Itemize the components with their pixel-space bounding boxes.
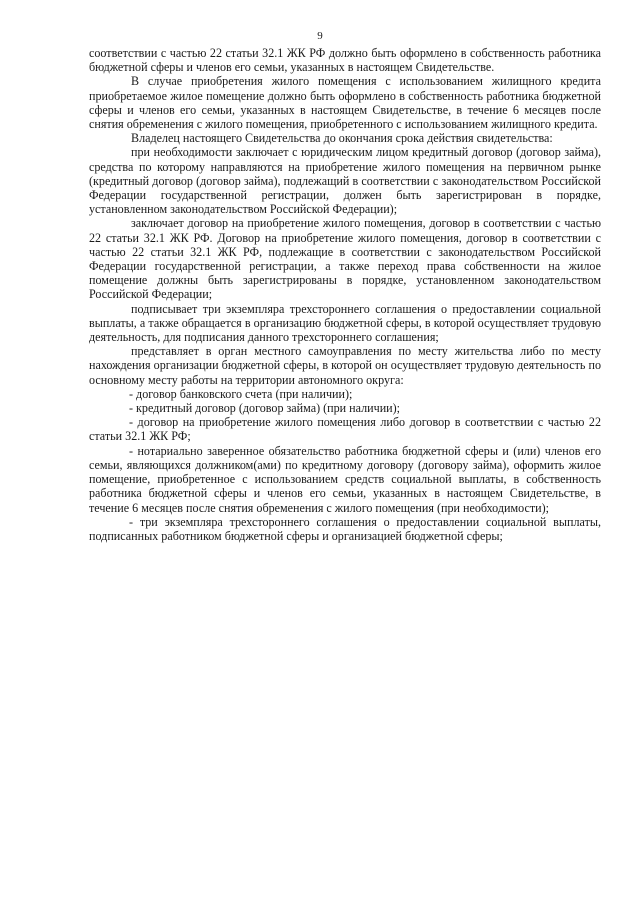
list-item: - три экземпляра трехстороннего соглашения о предоставлении социальной выплаты, подписанных работником бюджетной сферы и организацией бюджетной сферы; — [89, 514, 601, 543]
list-item: - договор банковского счета (при наличии); — [129, 386, 353, 401]
paragraph: соответствии с частью 22 статьи 32.1 ЖК РФ должно быть оформлено в собственность работника бюджетной сферы и членов его семьи, указанных в настоящем Свидетельстве. — [89, 46, 601, 75]
page-number: 9 — [317, 30, 323, 42]
list-item: - кредитный договор (договор займа) (при наличии); — [129, 401, 401, 416]
paragraph: при необходимости заключает с юридическим лицом кредитный договор (договор займа), средства по которому направляются на приобретение жилого помещения на первичном рынке (кредитный договор (договор займа), подлежащий в соответствии с законодательством Российской Федерации государственной регистрации, должен быть зарегистрирован в порядке, установленном законодательством Российской Федерации); — [89, 145, 601, 217]
page-body — [89, 46, 601, 543]
paragraph: В случае приобретения жилого помещения с использованием жилищного кредита приобретаемое жилое помещение должно быть оформлено в собственность работника бюджетной сферы и членов его семьи, указанных в настоящем Свидетельстве, в течение 6 месяцев после снятия обременения с жилого помещения, приобретенного с использованием жилищного кредита. — [89, 74, 601, 132]
paragraph: представляет в орган местного самоуправления по месту жительства либо по месту нахождения организации бюджетной сферы, в которой он осуществляет трудовую деятельность по основному месту работы на территории автономного округа: — [89, 344, 601, 387]
paragraph: Владелец настоящего Свидетельства до окончания срока действия свидетельства: — [131, 131, 553, 146]
list-item: - нотариально заверенное обязательство работника бюджетной сферы и (или) членов его семьи, являющихся должником(ами) по кредитному договору (договору займа), оформить жилое помещение, приобретенное с использованием средств социальной выплаты, в собственность работника бюджетной сферы и членов его семьи, указанных в настоящем Свидетельстве, в течение 6 месяцев после снятия обременения с жилого помещения (при необходимости); — [89, 443, 601, 515]
paragraph: подписывает три экземпляра трехстороннего соглашения о предоставлении социальной выплаты, а также обращается в организацию бюджетной сферы, в которой осуществляет трудовую деятельность, для подписания данного трехстороннего соглашения; — [89, 301, 601, 345]
paragraph: заключает договор на приобретение жилого помещения, договор в соответствии с частью 22 статьи 32.1 ЖК РФ. Договор на приобретение жилого помещения, договор в соответствии с частью 22 статьи 32.1 ЖК РФ, подлежащие в соответствии с законодательством Российской Федерации государственной регистрации, а также переход права собственности на жилое помещение должны быть зарегистрированы в порядке, установленном законодательством Российской Федерации; — [89, 216, 601, 302]
list-item: - договор на приобретение жилого помещения либо договор в соответствии с частью 22 статьи 32.1 ЖК РФ; — [89, 415, 601, 444]
